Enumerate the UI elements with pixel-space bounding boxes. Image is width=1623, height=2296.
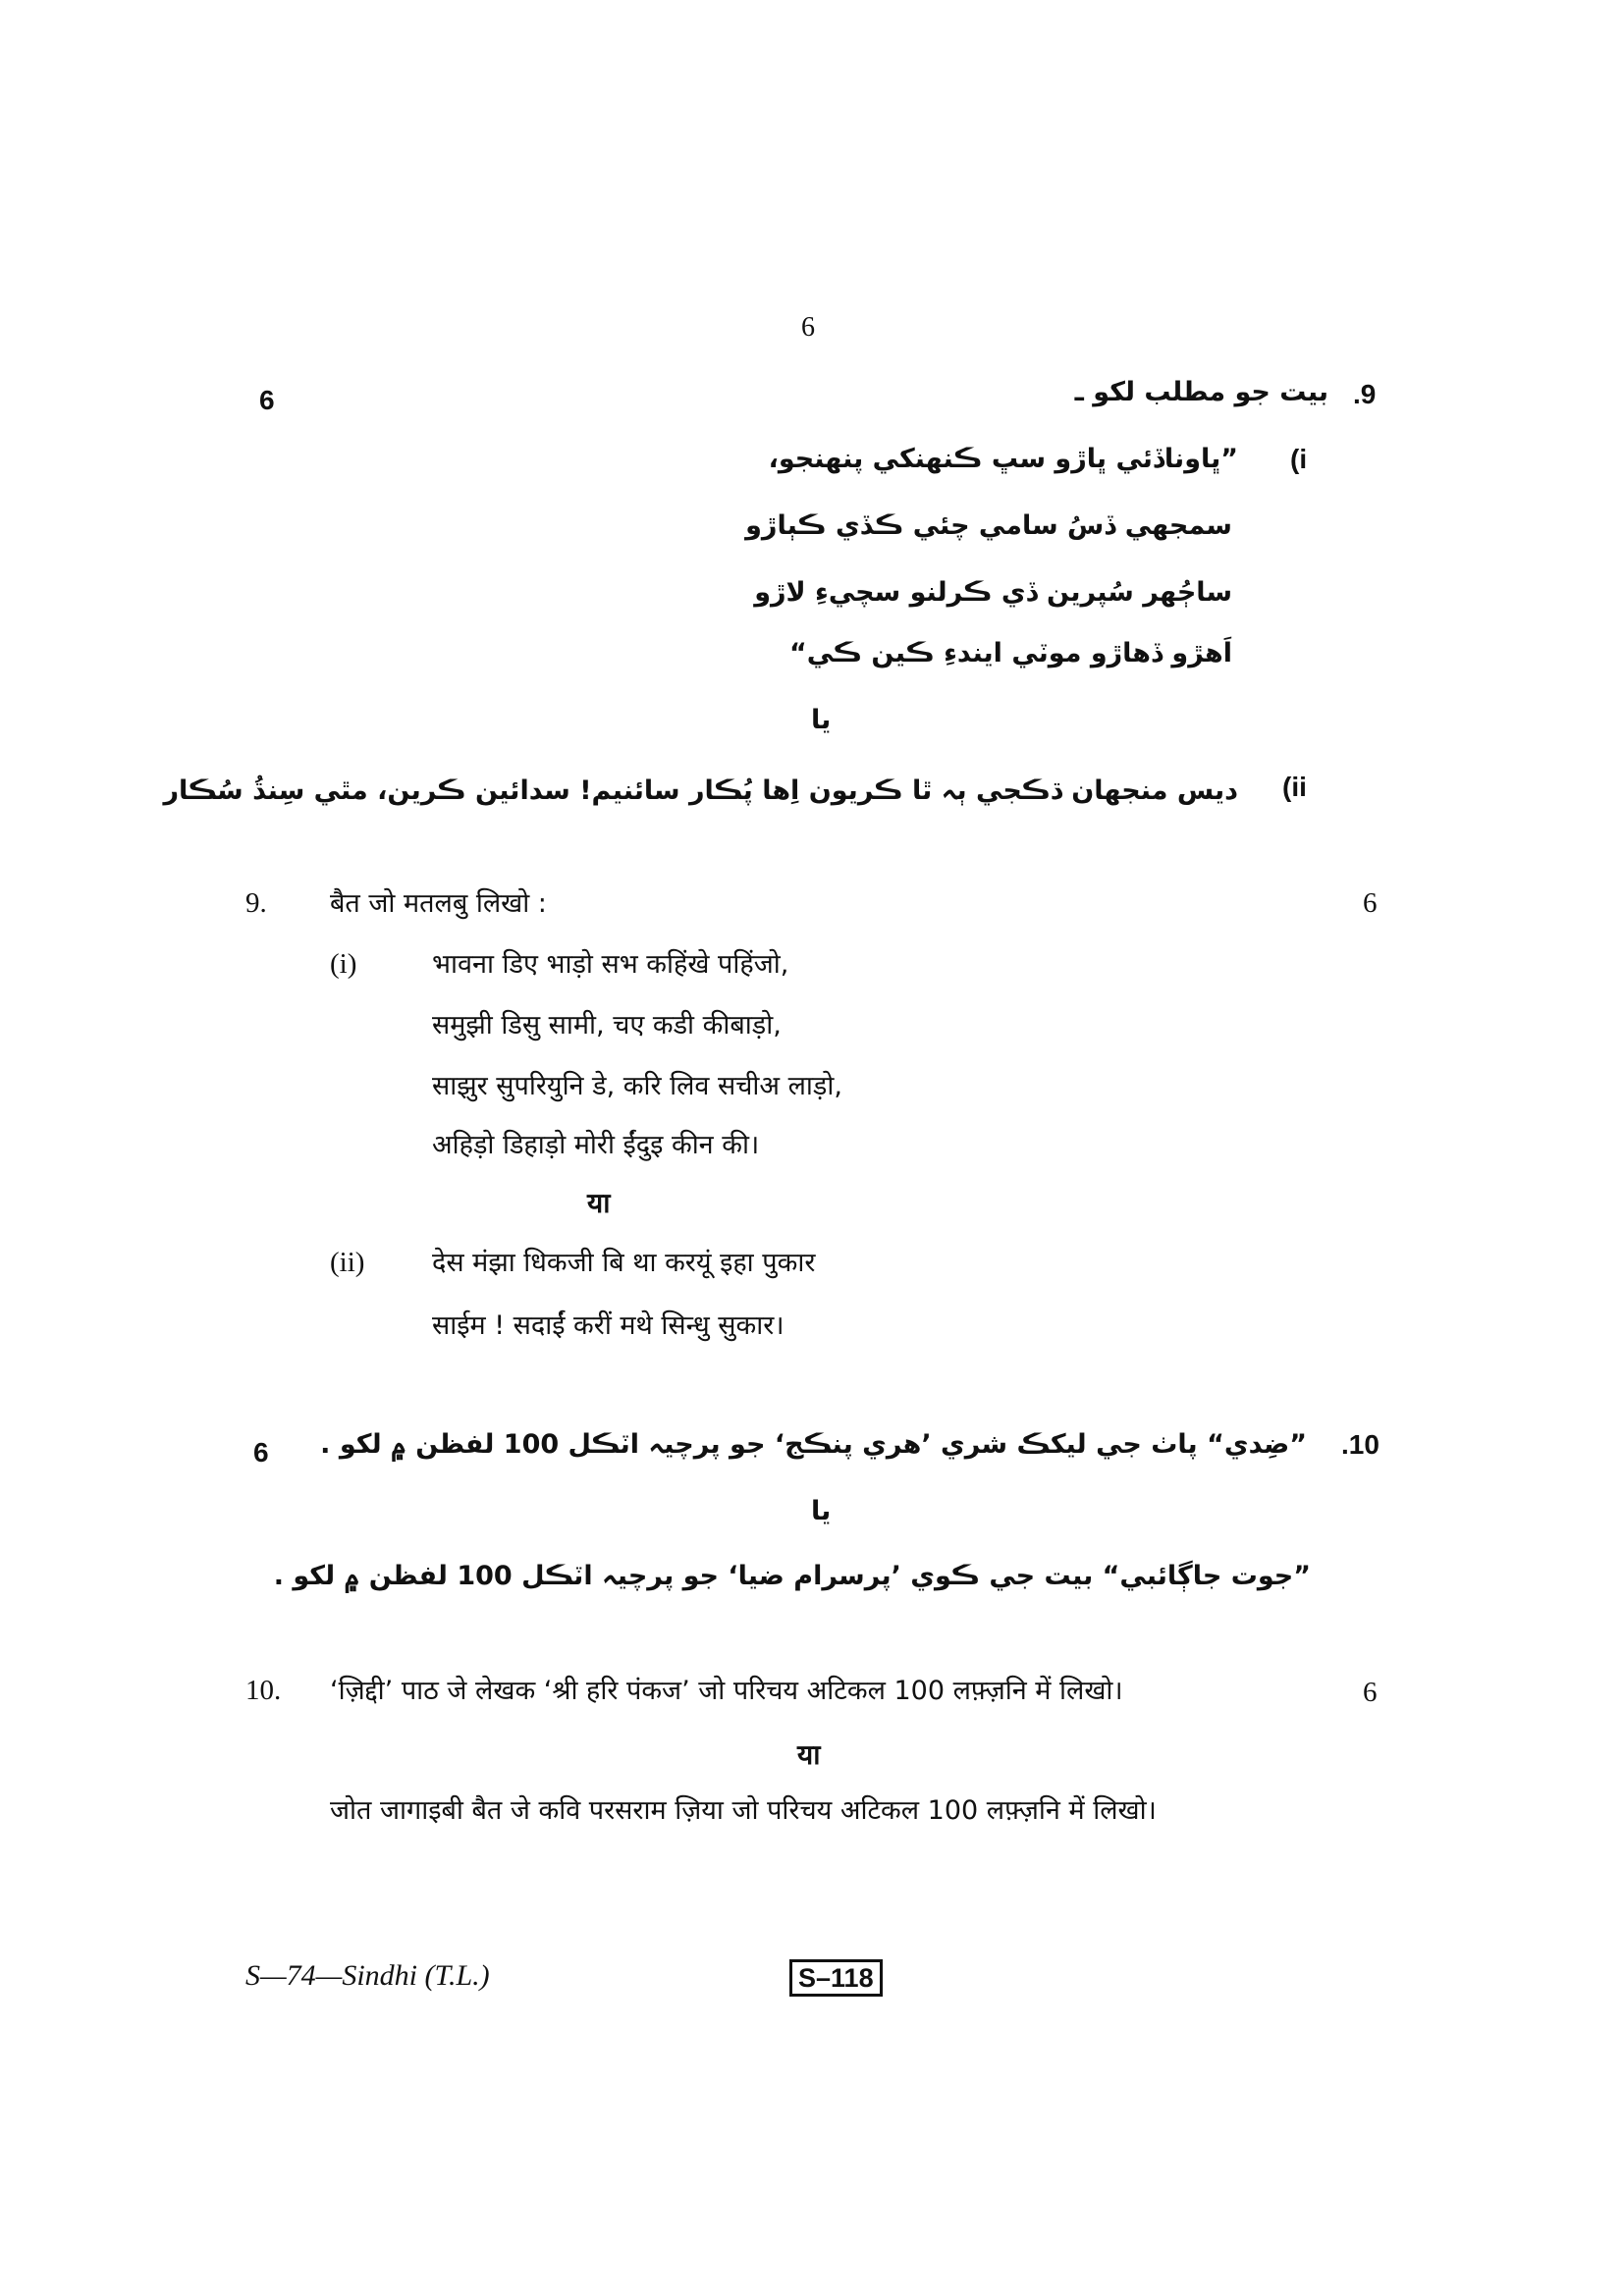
q9-ar-part-i-label: (i xyxy=(1290,444,1308,474)
q10-dev-or: या xyxy=(797,1738,821,1771)
q9-dev-poem-line-2: समुझी डिसु सामी, चए कडी कीबाड़ो, xyxy=(432,1010,782,1041)
q9-dev-part-i-label: (i) xyxy=(330,948,357,980)
q10-ar-number: .10 xyxy=(1341,1429,1380,1460)
q9-ar-instruction: بيت جو مطلب لکو ـ xyxy=(1074,377,1328,407)
q9-dev-part-ii-line-1: देस मंझा धिकजी बि था करयूं इहा पुकार xyxy=(432,1248,816,1278)
q9-dev-part-ii-label: (ii) xyxy=(330,1247,365,1278)
q9-ar-part-ii-label: (ii xyxy=(1282,772,1307,802)
q10-ar-marks: 6 xyxy=(253,1437,269,1468)
q10-ar-or: يا xyxy=(811,1496,832,1526)
page-number: 6 xyxy=(801,312,815,343)
q9-dev-number: 9. xyxy=(245,887,267,919)
q10-dev-line-1: ‘ज़िद्दी’ पाठ जे लेखक ‘श्री हरि पंकज’ जो परिचय अटिकल 100 लफ़्ज़नि में लिखो। xyxy=(330,1676,1123,1706)
q9-ar-marks: 6 xyxy=(259,385,275,415)
q9-ar-poem-line-4: اَهڙو ڏهاڙو موٽي ايندءِ ڪين ڪي“ xyxy=(788,638,1232,668)
q10-dev-line-2: जोत जागाइबी बैत जे कवि परसराम ज़िया जो परिचय अटिकल 100 लफ़्ज़नि में लिखो। xyxy=(330,1795,1157,1826)
q9-ar-poem-line-1: ”ڀاوناڏئي ڀاڙو سڀ ڪنهنکي پنهنجو، xyxy=(768,444,1238,474)
q9-dev-or: या xyxy=(587,1187,611,1219)
q9-ar-poem-line-2: سمجهي ڏسُ سامي چئي ڪڏي ڪٻاڙو xyxy=(745,510,1232,541)
q9-dev-instruction: बैत जो मतलबु लिखो : xyxy=(330,888,547,919)
q9-ar-part-ii-line: ديس منجهان ڌڪجي ٻہ ٿا ڪريون اِها پُڪار سائنيم! سدائين ڪرين، مٿي سِنڌُ سُڪار xyxy=(163,775,1238,806)
q10-dev-number: 10. xyxy=(245,1675,282,1706)
footer-paper-code: S—74—Sindhi (T.L.) xyxy=(245,1959,490,1992)
footer-paper-id: S–118 xyxy=(789,1959,883,1997)
q9-dev-poem-line-4: अहिड़ो डिहाड़ो मोरी ईंदुइ कीन की। xyxy=(432,1130,760,1160)
q9-ar-or: يا xyxy=(811,705,832,735)
q10-dev-marks: 6 xyxy=(1363,1677,1378,1708)
q9-dev-marks: 6 xyxy=(1363,887,1378,919)
q10-ar-line-2: ”جوت جاڳائبي“ بيت جي ڪوي ’پرسرام ضيا‘ جو پرچيہ اٽڪل 100 لفظن ۾ لکو . xyxy=(273,1561,1311,1591)
q10-ar-line-1: ”ضِدي“ پاٺ جي ليکڪ شري ’هري پنڪج‘ جو پرچيہ اٽڪل 100 لفظن ۾ لکو . xyxy=(320,1429,1307,1460)
q9-dev-part-ii-line-2: साईम ! सदाईं करीं मथे सिन्धु सुकार। xyxy=(432,1310,784,1341)
q9-ar-number: .9 xyxy=(1353,379,1377,409)
q9-ar-poem-line-3: ساڄُهر سُپرين ڏي ڪرلنو سچيءِ لاڙو xyxy=(754,577,1232,608)
q9-dev-poem-line-3: साझुर सुपरियुनि डे, करि लिव सचीअ लाड़ो, xyxy=(432,1071,842,1101)
q9-dev-poem-line-1: भावना डिए भाड़ो सभ कहिंखे पहिंजो, xyxy=(432,949,789,980)
